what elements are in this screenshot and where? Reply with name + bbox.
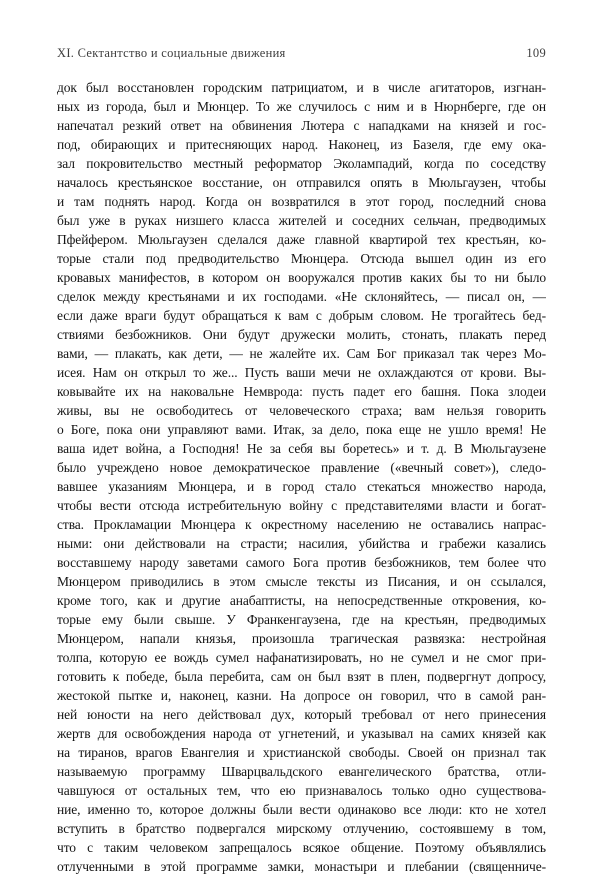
text-line: жертв для освобождения народа от угнетений, и указывал на самих князей как <box>57 726 546 741</box>
page-header <box>57 46 546 61</box>
text-line: вавшее указаниям Мюнцера, и в город стало стекаться множество народа, <box>57 479 546 494</box>
text-line: торые ему были свыше. У Франкенгаузена, где на крестьян, предводимых <box>57 612 546 627</box>
text-line: и там поднять народ. Когда он возвратился в этот город, последний снова <box>57 194 546 209</box>
text-line: вами, — плакать, как дети, — не жалейте их. Сам Бог приказал так через Мо- <box>57 346 546 361</box>
text-line: был уже в руках низшего класса жителей и соседних сельчан, предводимых <box>57 213 546 228</box>
text-line: готовить к победе, была перебита, сам он был взят в плен, подвергнут допросу, <box>57 669 546 684</box>
text-line: ние, именно то, которое должны были вести одинаково все люди: кто не хотел <box>57 802 546 817</box>
text-line: ней юности на него действовал дух, который требовал от него принесения <box>57 707 546 722</box>
text-line: док был восстановлен городским патрициатом, и в числе агитаторов, изгнан- <box>57 80 546 95</box>
text-line: кровавых манифестов, в котором он вооружался против каких бы то ни было <box>57 270 546 285</box>
page-number: 109 <box>526 46 546 60</box>
text-line: исея. Нам он открыл то же... Пусть ваши мечи не охлаждаются от крови. Вы- <box>57 365 546 380</box>
text-line: ства. Прокламации Мюнцера к окрестному населению не оставались напрас- <box>57 517 546 532</box>
text-line: на тиранов, врагов Евангелия и христианской свободы. Своей он признал так <box>57 745 546 760</box>
text-line: чтобы вести отсюда истребительную войну с представителями власти и богат- <box>57 498 546 513</box>
text-line: зал покровительство местный реформатор Эколампадий, когда по соседству <box>57 156 546 171</box>
text-line: чавшуюся от остальных тем, что ею признавалось только одно существова- <box>57 783 546 798</box>
text-line: называемую программу Шварцвальдского евангелического братства, отли- <box>57 764 546 779</box>
text-line: ковывайте их на наковальне Немврода: пусть падет его башня. Пока злодеи <box>57 384 546 399</box>
text-line: ных из города, был и Мюнцер. То же случилось с ним и в Нюрнберге, где он <box>57 99 546 114</box>
text-line: ваша идет война, а Господня! Не за себя вы боретесь» и т. д. В Мюльгаузене <box>57 441 546 456</box>
text-line: ными: они действовали на страсти; насилия, убийства и грабежи казались <box>57 536 546 551</box>
text-line: что с таким человеком запрещалось всякое общение. Поэтому объявлялись <box>57 840 546 855</box>
text-line: жестокой пытке и, наконец, казни. На допросе он говорил, что в самой ран- <box>57 688 546 703</box>
text-line: кроме того, как и другие анабаптисты, на непосредственные откровения, ко- <box>57 593 546 608</box>
text-line: ствиями безбожников. Они будут дружески молить, стонать, плакать перед <box>57 327 546 342</box>
body-text <box>57 78 546 876</box>
text-line: толпа, которую ее вождь сумел нафанатизировать, но не сумел и не смог при- <box>57 650 546 665</box>
text-line: отлученными в этой программе замки, монастыри и плебании (священниче- <box>57 859 546 874</box>
text-line: вступить в братство подвергался мирскому отлучению, состоявшему в том, <box>57 821 546 836</box>
text-line: о Боге, пока они управляют вами. Итак, за дело, пока еще не ушло время! Не <box>57 422 546 437</box>
text-line: торые стали под предводительство Мюнцера. Отсюда вышел один из его <box>57 251 546 266</box>
text-line: сделок между крестьянами и их господами. «Не склоняйтесь, — писал он, — <box>57 289 546 304</box>
text-line: живы, вы не освободитесь от человеческого страха; вам нельзя говорить <box>57 403 546 418</box>
text-line: если даже враги будут обращаться к вам с добрым словом. Не трогайтесь бед- <box>57 308 546 323</box>
text-line: Пфейфером. Мюльгаузен сделался даже главной квартирой тех крестьян, ко- <box>57 232 546 247</box>
text-line: восставшему народу заветами самого Бога против безбожников, тем более что <box>57 555 546 570</box>
running-title: XI. Сектантство и социальные движения <box>57 46 286 60</box>
text-line: напечатал резкий ответ на обвинения Лютера с нападками на князей и гос- <box>57 118 546 133</box>
text-line: Мюнцером, напали князья, произошла трагическая развязка: нестройная <box>57 631 546 646</box>
text-line: было учреждено новое демократическое правление («вечный совет»), следо- <box>57 460 546 475</box>
text-line: под, обирающих и притесняющих народ. Наконец, из Базеля, где ему ока- <box>57 137 546 152</box>
text-line: началось крестьянское восстание, он отправился опять в Мюльгаузен, чтобы <box>57 175 546 190</box>
text-line: Мюнцером приводились в этом смысле тексты из Писания, и он ссылался, <box>57 574 546 589</box>
